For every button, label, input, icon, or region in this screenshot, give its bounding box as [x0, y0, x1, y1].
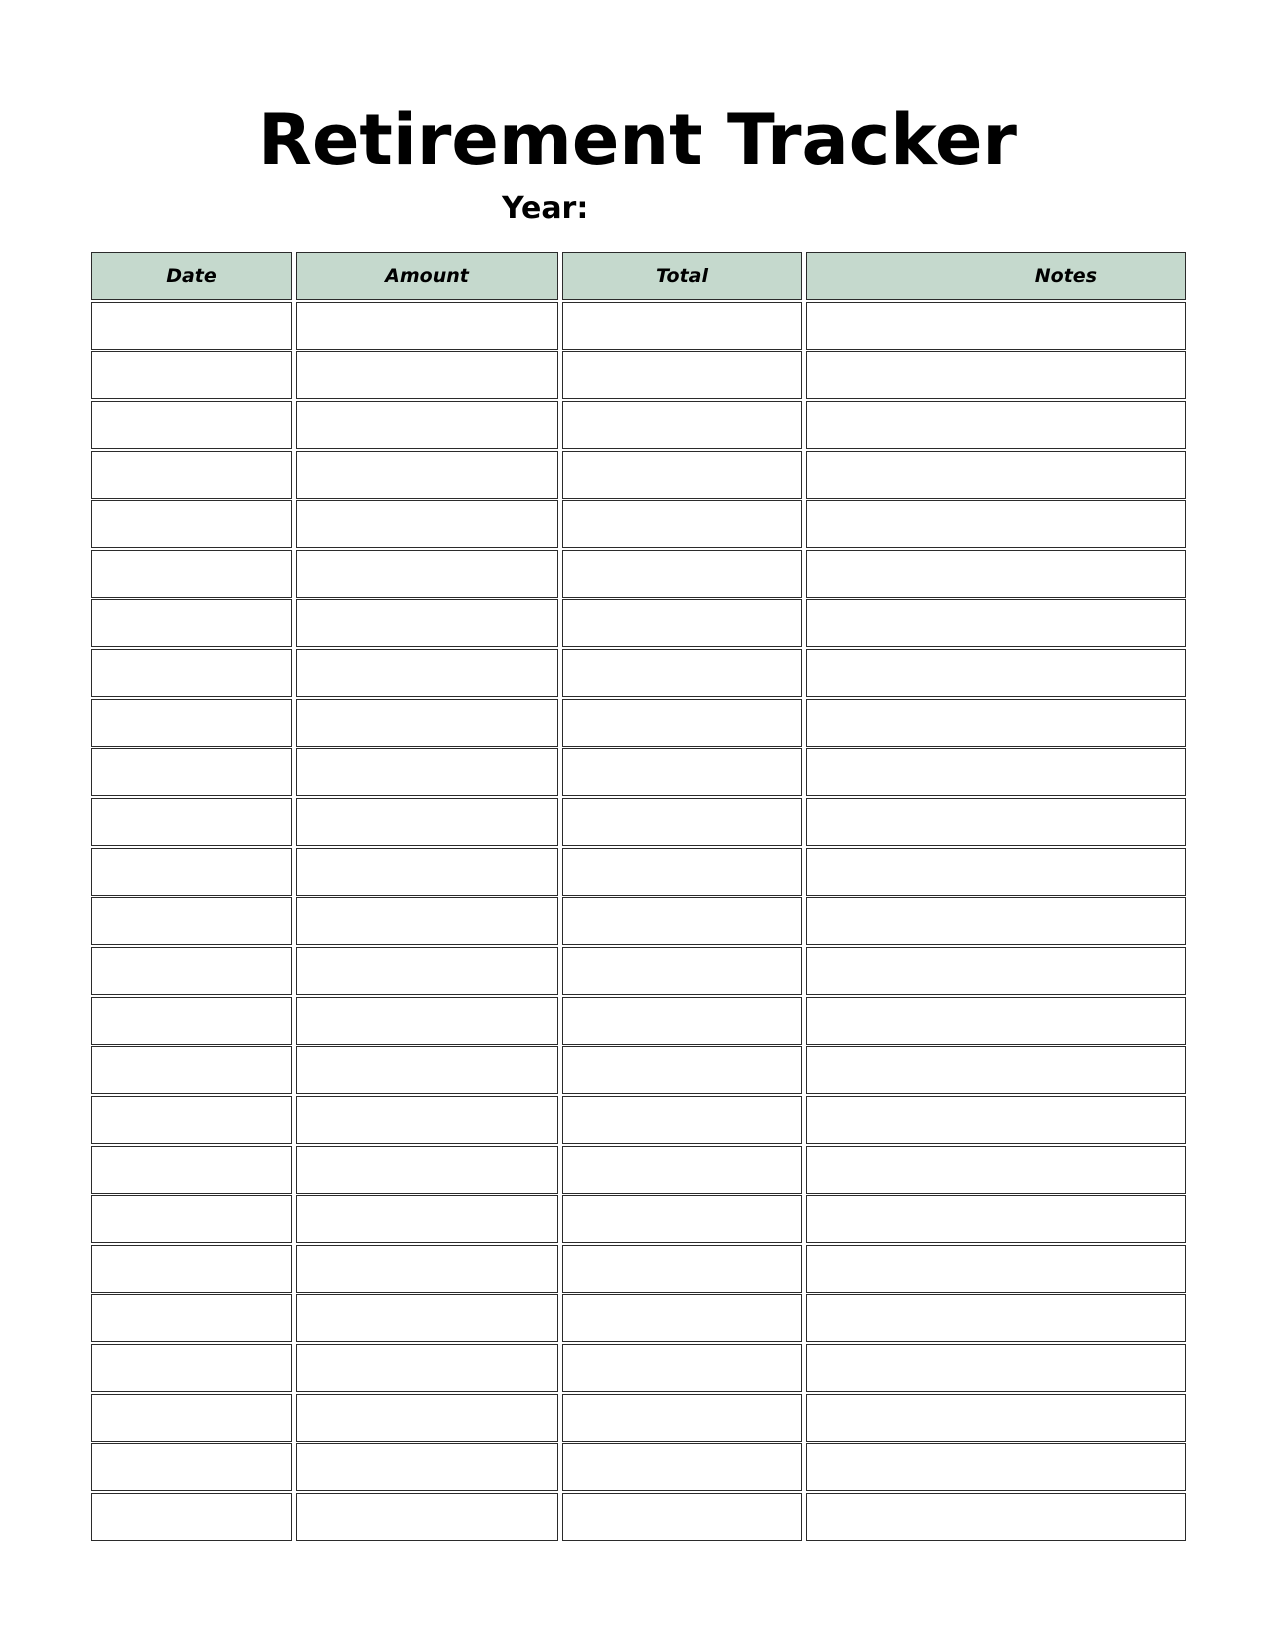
date-cell[interactable]: [91, 500, 292, 548]
date-cell[interactable]: [91, 1344, 292, 1392]
total-cell[interactable]: [562, 1443, 802, 1491]
table-row: [91, 1146, 1186, 1194]
total-cell[interactable]: [562, 798, 802, 846]
total-cell[interactable]: [562, 550, 802, 598]
total-cell[interactable]: [562, 351, 802, 399]
amount-cell[interactable]: [296, 1195, 558, 1243]
amount-cell[interactable]: [296, 1146, 558, 1194]
table-row: [91, 1245, 1186, 1293]
notes-cell[interactable]: [806, 1493, 1186, 1541]
table-row: [91, 848, 1186, 896]
notes-cell[interactable]: [806, 401, 1186, 449]
total-cell[interactable]: [562, 1245, 802, 1293]
notes-cell[interactable]: [806, 1096, 1186, 1144]
table-body: [91, 302, 1186, 1541]
notes-cell[interactable]: [806, 699, 1186, 747]
amount-cell[interactable]: [296, 947, 558, 995]
date-cell[interactable]: [91, 1046, 292, 1094]
notes-cell[interactable]: [806, 1146, 1186, 1194]
table-row: [91, 351, 1186, 399]
total-cell[interactable]: [562, 1096, 802, 1144]
total-cell[interactable]: [562, 401, 802, 449]
amount-cell[interactable]: [296, 351, 558, 399]
notes-cell[interactable]: [806, 1245, 1186, 1293]
table-row: [91, 699, 1186, 747]
total-cell[interactable]: [562, 599, 802, 647]
notes-cell[interactable]: [806, 1394, 1186, 1442]
amount-cell[interactable]: [296, 451, 558, 499]
table-row: [91, 798, 1186, 846]
total-cell[interactable]: [562, 1394, 802, 1442]
table-row: [91, 649, 1186, 697]
amount-cell[interactable]: [296, 302, 558, 350]
table-row: [91, 997, 1186, 1045]
notes-cell[interactable]: [806, 848, 1186, 896]
date-cell[interactable]: [91, 1245, 292, 1293]
amount-cell[interactable]: [296, 848, 558, 896]
total-cell[interactable]: [562, 897, 802, 945]
amount-cell[interactable]: [296, 748, 558, 796]
notes-cell[interactable]: [806, 302, 1186, 350]
amount-cell[interactable]: [296, 699, 558, 747]
table-header-row: [91, 252, 1186, 300]
table-row: [91, 1195, 1186, 1243]
table-row: [91, 947, 1186, 995]
date-cell[interactable]: [91, 947, 292, 995]
amount-cell[interactable]: [296, 1046, 558, 1094]
table-row: [91, 1394, 1186, 1442]
notes-cell[interactable]: [806, 500, 1186, 548]
date-cell[interactable]: [91, 649, 292, 697]
table-row: [91, 1046, 1186, 1094]
amount-cell[interactable]: [296, 1096, 558, 1144]
date-cell[interactable]: [91, 1096, 292, 1144]
total-cell[interactable]: [562, 500, 802, 548]
column-header-notes: Notes: [806, 252, 1186, 300]
total-cell[interactable]: [562, 997, 802, 1045]
amount-cell[interactable]: [296, 1245, 558, 1293]
notes-cell[interactable]: [806, 947, 1186, 995]
date-cell[interactable]: [91, 1443, 292, 1491]
total-cell[interactable]: [562, 748, 802, 796]
date-cell[interactable]: [91, 798, 292, 846]
table-row: [91, 897, 1186, 945]
page-title: Retirement Tracker: [258, 99, 1017, 181]
column-header-total: Total: [562, 252, 802, 300]
date-cell[interactable]: [91, 351, 292, 399]
date-cell[interactable]: [91, 1394, 292, 1442]
tracker-table: [91, 252, 1186, 1543]
date-cell[interactable]: [91, 1146, 292, 1194]
notes-cell[interactable]: [806, 599, 1186, 647]
table-row: [91, 599, 1186, 647]
total-cell[interactable]: [562, 947, 802, 995]
notes-cell[interactable]: [806, 748, 1186, 796]
date-cell[interactable]: [91, 302, 292, 350]
amount-cell[interactable]: [296, 550, 558, 598]
notes-cell[interactable]: [806, 1195, 1186, 1243]
table-row: [91, 1096, 1186, 1144]
date-cell[interactable]: [91, 451, 292, 499]
date-cell[interactable]: [91, 401, 292, 449]
amount-cell[interactable]: [296, 401, 558, 449]
total-cell[interactable]: [562, 1294, 802, 1342]
amount-cell[interactable]: [296, 1443, 558, 1491]
table-row: [91, 451, 1186, 499]
date-cell[interactable]: [91, 599, 292, 647]
date-cell[interactable]: [91, 748, 292, 796]
notes-cell[interactable]: [806, 897, 1186, 945]
notes-cell[interactable]: [806, 1344, 1186, 1392]
total-cell[interactable]: [562, 451, 802, 499]
table-row: [91, 1294, 1186, 1342]
notes-cell[interactable]: [806, 550, 1186, 598]
date-cell[interactable]: [91, 1195, 292, 1243]
table-row: [91, 401, 1186, 449]
amount-cell[interactable]: [296, 649, 558, 697]
notes-cell[interactable]: [806, 649, 1186, 697]
amount-cell[interactable]: [296, 997, 558, 1045]
table-row: [91, 302, 1186, 350]
amount-cell[interactable]: [296, 500, 558, 548]
notes-cell[interactable]: [806, 451, 1186, 499]
notes-cell[interactable]: [806, 997, 1186, 1045]
table-row: [91, 748, 1186, 796]
amount-cell[interactable]: [296, 897, 558, 945]
column-header-date: Date: [91, 252, 292, 300]
column-header-amount: Amount: [296, 252, 558, 300]
amount-cell[interactable]: [296, 599, 558, 647]
table-row: [91, 1443, 1186, 1491]
date-cell[interactable]: [91, 997, 292, 1045]
total-cell[interactable]: [562, 302, 802, 350]
date-cell[interactable]: [91, 699, 292, 747]
year-label: Year:: [502, 191, 589, 226]
total-cell[interactable]: [562, 848, 802, 896]
notes-cell[interactable]: [806, 351, 1186, 399]
total-cell[interactable]: [562, 699, 802, 747]
date-cell[interactable]: [91, 848, 292, 896]
amount-cell[interactable]: [296, 1344, 558, 1392]
total-cell[interactable]: [562, 1493, 802, 1541]
notes-cell[interactable]: [806, 1443, 1186, 1491]
amount-cell[interactable]: [296, 1294, 558, 1342]
table-row: [91, 500, 1186, 548]
amount-cell[interactable]: [296, 1394, 558, 1442]
amount-cell[interactable]: [296, 1493, 558, 1541]
total-cell[interactable]: [562, 1195, 802, 1243]
notes-cell[interactable]: [806, 798, 1186, 846]
total-cell[interactable]: [562, 649, 802, 697]
date-cell[interactable]: [91, 1493, 292, 1541]
total-cell[interactable]: [562, 1344, 802, 1392]
amount-cell[interactable]: [296, 798, 558, 846]
table-row: [91, 1344, 1186, 1392]
notes-cell[interactable]: [806, 1046, 1186, 1094]
notes-cell[interactable]: [806, 1294, 1186, 1342]
total-cell[interactable]: [562, 1046, 802, 1094]
date-cell[interactable]: [91, 550, 292, 598]
table-row: [91, 1493, 1186, 1541]
date-cell[interactable]: [91, 1294, 292, 1342]
date-cell[interactable]: [91, 897, 292, 945]
table-row: [91, 550, 1186, 598]
total-cell[interactable]: [562, 1146, 802, 1194]
